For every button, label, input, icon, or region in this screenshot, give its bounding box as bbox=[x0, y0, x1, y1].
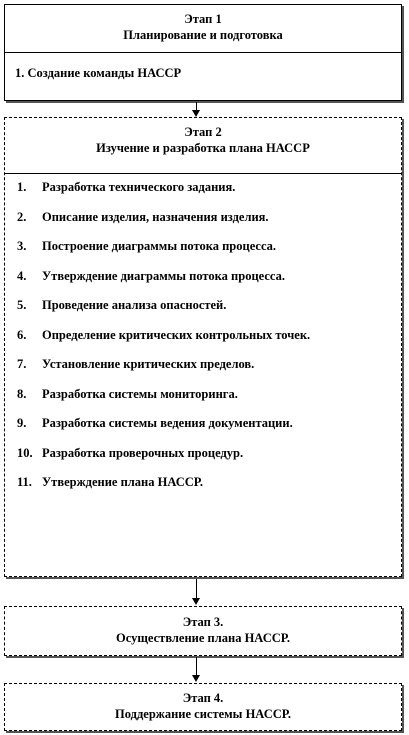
arrow-down-icon bbox=[192, 110, 200, 117]
stage-1-title: Этап 1 bbox=[184, 12, 222, 26]
step-item bbox=[17, 445, 401, 475]
step-item bbox=[17, 356, 401, 386]
stage-1-body bbox=[5, 53, 401, 81]
stage-4-header bbox=[5, 684, 401, 722]
stage-2-subtitle: Изучение и разработка плана НАССР bbox=[96, 141, 310, 155]
step-item bbox=[17, 268, 401, 298]
step-item bbox=[17, 415, 401, 445]
stage-4-subtitle: Поддержание системы НАССР. bbox=[115, 707, 291, 721]
stage-2-box bbox=[4, 117, 402, 577]
step-number: 7. bbox=[17, 357, 27, 371]
stage-4-title: Этап 4. bbox=[182, 691, 224, 705]
step-item bbox=[17, 179, 401, 209]
stage-1-item: 1. Создание команды НАССР bbox=[15, 66, 182, 80]
stage-1-box bbox=[4, 4, 402, 101]
step-item bbox=[17, 238, 401, 268]
step-item bbox=[17, 474, 401, 504]
stage-2-header bbox=[5, 118, 401, 173]
step-number: 8. bbox=[17, 386, 27, 401]
step-number: 11. bbox=[17, 475, 32, 489]
step-item bbox=[17, 327, 401, 357]
connector-2-3 bbox=[196, 579, 197, 599]
step-text: Проведение анализа опасностей. bbox=[42, 298, 227, 312]
step-number: 5. bbox=[17, 298, 27, 312]
step-text: Утверждение плана НАССР. bbox=[42, 475, 203, 489]
step-item bbox=[17, 386, 401, 416]
stage-3-box bbox=[4, 606, 402, 656]
step-item bbox=[17, 297, 401, 327]
step-text: Описание изделия, назначения изделия. bbox=[42, 209, 269, 224]
stage-4-box bbox=[4, 683, 402, 731]
step-text: Установление критических пределов. bbox=[42, 357, 255, 371]
stage-1-subtitle: Планирование и подготовка bbox=[123, 28, 283, 42]
stage-3-header bbox=[5, 607, 401, 646]
step-text: Разработка системы ведения документации. bbox=[42, 416, 293, 430]
stage-2-step-list bbox=[5, 174, 401, 504]
step-item bbox=[17, 209, 401, 239]
step-number: 4. bbox=[17, 268, 27, 283]
step-text: Разработка проверочных процедур. bbox=[42, 445, 244, 460]
step-text: Построение диаграммы потока процесса. bbox=[42, 239, 277, 253]
step-number: 6. bbox=[17, 327, 27, 342]
step-number: 9. bbox=[17, 416, 27, 430]
step-text: Разработка системы мониторинга. bbox=[42, 386, 238, 401]
stage-2-body bbox=[5, 174, 401, 504]
step-text: Разработка технического задания. bbox=[42, 180, 236, 194]
stage-3-subtitle: Осуществление плана НАССР. bbox=[116, 631, 290, 645]
step-number: 3. bbox=[17, 239, 27, 253]
step-number: 2. bbox=[17, 209, 27, 224]
arrow-down-icon bbox=[192, 675, 200, 682]
step-number: 1. bbox=[17, 180, 27, 194]
stage-1-header bbox=[5, 5, 401, 52]
step-text: Утверждение диаграммы потока процесса. bbox=[42, 268, 285, 283]
stage-2-title: Этап 2 bbox=[184, 125, 222, 139]
stage-3-title: Этап 3. bbox=[182, 615, 224, 629]
arrow-down-icon bbox=[192, 598, 200, 605]
step-number: 10. bbox=[17, 445, 33, 460]
step-text: Определение критических контрольных точек. bbox=[42, 327, 311, 342]
connector-3-4 bbox=[196, 657, 197, 676]
